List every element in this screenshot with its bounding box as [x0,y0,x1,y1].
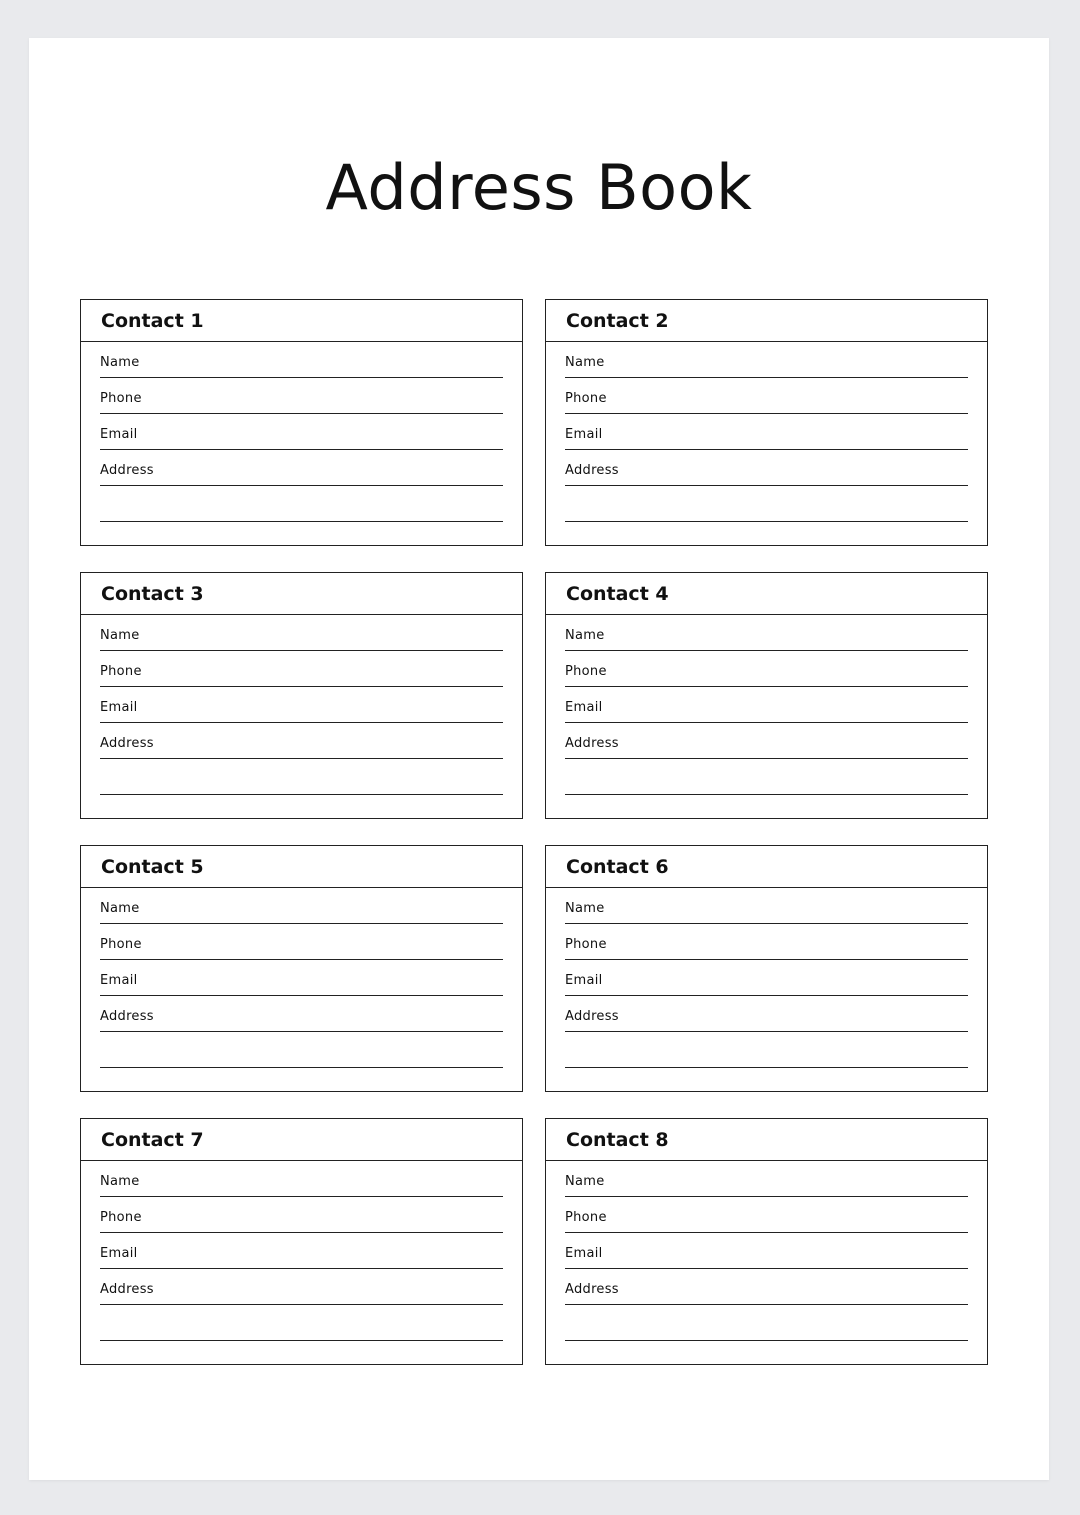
address-label: Address [565,463,619,478]
phone-label: Phone [565,1210,607,1225]
email-label: Email [565,700,603,715]
address-label: Address [100,1282,154,1297]
contact-card [80,572,523,819]
email-label: Email [100,1246,138,1261]
email-label: Email [100,427,138,442]
email-field[interactable] [100,960,503,996]
address-label: Address [565,1282,619,1297]
contact-fields [81,888,522,1068]
address-label: Address [100,1009,154,1024]
address-field[interactable] [100,723,503,759]
contact-card [545,845,988,1092]
contact-fields [546,615,987,795]
address-line-2[interactable] [565,1305,968,1341]
address-field[interactable] [100,450,503,486]
address-line-2[interactable] [100,1032,503,1068]
name-field[interactable] [100,615,503,651]
address-line-2[interactable] [100,486,503,522]
phone-field[interactable] [565,924,968,960]
email-label: Email [565,973,603,988]
contact-card [545,299,988,546]
address-line-2[interactable] [100,759,503,795]
email-field[interactable] [100,687,503,723]
email-label: Email [100,700,138,715]
address-line-2[interactable] [565,759,968,795]
page-title: Address Book [325,151,753,224]
contact-fields [81,615,522,795]
email-field[interactable] [565,1233,968,1269]
phone-label: Phone [565,664,607,679]
contact-heading: Contact 4 [546,573,987,615]
address-line-2[interactable] [565,1032,968,1068]
contact-fields [81,342,522,522]
name-field[interactable] [100,342,503,378]
phone-field[interactable] [100,378,503,414]
address-line-2[interactable] [565,486,968,522]
email-field[interactable] [100,1233,503,1269]
phone-label: Phone [100,1210,142,1225]
phone-label: Phone [565,391,607,406]
name-field[interactable] [565,342,968,378]
email-field[interactable] [565,687,968,723]
contact-fields [546,342,987,522]
address-field[interactable] [100,996,503,1032]
email-label: Email [100,973,138,988]
phone-label: Phone [100,391,142,406]
address-field[interactable] [565,450,968,486]
contact-fields [546,1161,987,1341]
contact-card [80,299,523,546]
contact-heading: Contact 7 [81,1119,522,1161]
contact-heading: Contact 8 [546,1119,987,1161]
phone-field[interactable] [565,651,968,687]
address-label: Address [565,736,619,751]
phone-field[interactable] [565,378,968,414]
name-field[interactable] [565,1161,968,1197]
name-field[interactable] [100,888,503,924]
address-field[interactable] [100,1269,503,1305]
email-field[interactable] [100,414,503,450]
contact-heading: Contact 6 [546,846,987,888]
name-label: Name [565,901,605,916]
contact-card [545,572,988,819]
name-label: Name [100,355,140,370]
address-line-2[interactable] [100,1305,503,1341]
name-label: Name [100,901,140,916]
name-label: Name [565,355,605,370]
phone-field[interactable] [565,1197,968,1233]
contact-fields [546,888,987,1068]
contact-heading: Contact 3 [81,573,522,615]
address-label: Address [565,1009,619,1024]
email-field[interactable] [565,960,968,996]
phone-field[interactable] [100,1197,503,1233]
address-field[interactable] [565,996,968,1032]
address-label: Address [100,463,154,478]
address-field[interactable] [565,1269,968,1305]
contact-grid [80,299,989,1365]
name-label: Name [565,628,605,643]
contact-card [545,1118,988,1365]
phone-field[interactable] [100,651,503,687]
name-label: Name [565,1174,605,1189]
email-label: Email [565,427,603,442]
contact-fields [81,1161,522,1341]
name-label: Name [100,628,140,643]
contact-card [80,1118,523,1365]
contact-heading: Contact 2 [546,300,987,342]
contact-card [80,845,523,1092]
name-field[interactable] [100,1161,503,1197]
phone-label: Phone [100,937,142,952]
contact-heading: Contact 5 [81,846,522,888]
phone-label: Phone [100,664,142,679]
email-field[interactable] [565,414,968,450]
name-field[interactable] [565,615,968,651]
name-field[interactable] [565,888,968,924]
address-label: Address [100,736,154,751]
page-sheet [29,38,1049,1480]
email-label: Email [565,1246,603,1261]
contact-heading: Contact 1 [81,300,522,342]
name-label: Name [100,1174,140,1189]
address-field[interactable] [565,723,968,759]
phone-field[interactable] [100,924,503,960]
phone-label: Phone [565,937,607,952]
